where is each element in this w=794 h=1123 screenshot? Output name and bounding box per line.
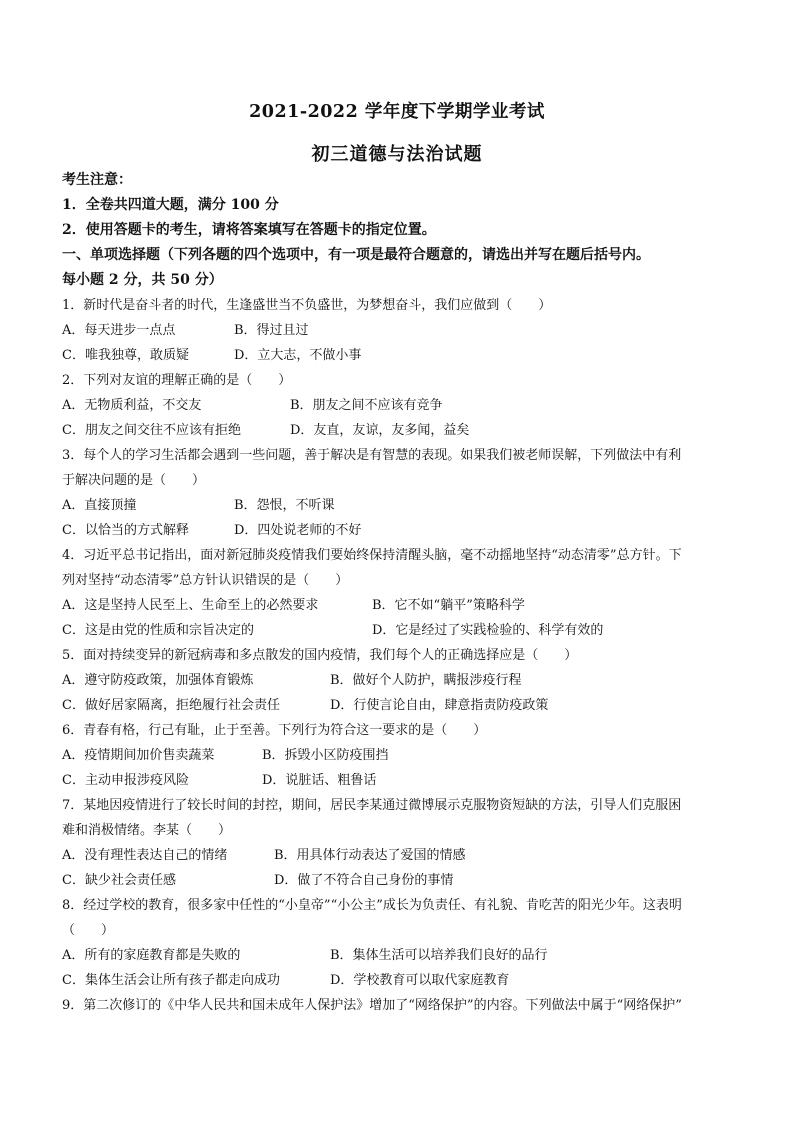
- question-7-stem-line-2: 难和消极情绪。李某（ ）: [62, 823, 232, 838]
- question-3-option-b: B．怨恨，不听课: [234, 498, 335, 513]
- section-heading-line-2: 每小题 2 分，共 50 分）: [62, 272, 223, 288]
- question-2-stem: 2．下列对友谊的理解正确的是（ ）: [62, 373, 292, 388]
- question-4-option-b: B．它不如“躺平”策略科学: [372, 598, 525, 613]
- question-2-option-a: A．无物质利益，不交友: [62, 398, 202, 413]
- exam-subtitle: 初三道德与法治试题: [311, 144, 483, 165]
- question-5-option-b: B．做好个人防护，瞒报涉疫行程: [330, 673, 522, 688]
- question-5-option-a: A．遵守防疫政策，加强体育锻炼: [62, 673, 254, 688]
- question-5-option-c: C．做好居家隔离，拒绝履行社会责任: [62, 698, 280, 713]
- question-7-option-b: B．用具体行动表达了爱国的情感: [274, 848, 466, 863]
- notice-item-2: 2．使用答题卡的考生，请将答案填写在答题卡的指定位置。: [62, 222, 436, 238]
- question-6-option-c: C．主动申报涉疫风险: [62, 773, 189, 788]
- question-7-option-d: D．做了不符合自己身份的事情: [274, 873, 454, 888]
- question-6-option-a: A．疫情期间加价售卖蔬菜: [62, 748, 215, 763]
- question-3-stem-line-1: 3．每个人的学习生活都会遇到一些问题，善于解决是有智慧的表现。如果我们被老师误解，下列做法中有利: [62, 448, 682, 463]
- question-4-stem-line-1: 4．习近平总书记指出，面对新冠肺炎疫情我们要始终保持清醒头脑，毫不动摇地坚持“动态清零”总方针。下: [62, 548, 682, 563]
- question-1-option-c: C．唯我独尊，敢质疑: [62, 348, 189, 363]
- question-8-option-c: C．集体生活会让所有孩子都走向成功: [62, 973, 280, 988]
- question-4-option-d: D．它是经过了实践检验的、科学有效的: [372, 623, 604, 638]
- question-3-option-d: D．四处说老师的不好: [234, 523, 362, 538]
- question-5-stem: 5．面对持续变异的新冠病毒和多点散发的国内疫情，我们每个人的正确选择应是（ ）: [62, 648, 578, 663]
- question-2-option-d: D．友直，友谅，友多闻，益矣: [290, 423, 470, 438]
- question-2-option-c: C．朋友之间交往不应该有拒绝: [62, 423, 241, 438]
- question-8-stem-line-1: 8．经过学校的教育，很多家中任性的“小皇帝”“小公主”成长为负责任、有礼貌、肯吃苦的阳光少年。这表明: [62, 898, 682, 913]
- question-6-option-b: B．拆毁小区防疫围挡: [262, 748, 389, 763]
- question-8-option-a: A．所有的家庭教育都是失败的: [62, 948, 241, 963]
- question-5-option-d: D．行使言论自由，肆意指责防疫政策: [330, 698, 549, 713]
- section-heading-line-1: 一、单项选择题（下列各题的四个选项中，有一项是最符合题意的，请选出并写在题后括号内。: [62, 247, 650, 263]
- question-3-stem-line-2: 于解决问题的是（ ）: [62, 473, 206, 488]
- question-4-option-c: C．这是由党的性质和宗旨决定的: [62, 623, 254, 638]
- question-4-stem-line-2: 列对坚持“动态清零”总方针认识错误的是（ ）: [62, 573, 349, 588]
- question-9-stem: 9．第二次修订的《中华人民共和国未成年人保护法》增加了“网络保护”的内容。下列做法中属于“网络保护”: [62, 998, 682, 1013]
- question-8-stem-line-2: （ ）: [62, 923, 115, 938]
- notice-heading: 考生注意：: [62, 172, 132, 188]
- notice-item-1: 1．全卷共四道大题，满分 100 分: [62, 197, 279, 213]
- question-4-option-a: A．这是坚持人民至上、生命至上的必然要求: [62, 598, 319, 613]
- question-1-option-d: D．立大志，不做小事: [234, 348, 362, 363]
- question-3-option-a: A．直接顶撞: [62, 498, 137, 513]
- exam-title: 2021-2022 学年度下学期学业考试: [249, 102, 545, 122]
- question-8-option-b: B．集体生活可以培养我们良好的品行: [330, 948, 548, 963]
- question-7-option-a: A．没有理性表达自己的情绪: [62, 848, 228, 863]
- question-1-option-a: A．每天进步一点点: [62, 323, 176, 338]
- question-6-option-d: D．说脏话、粗鲁话: [262, 773, 377, 788]
- question-6-stem: 6．青春有格，行己有耻，止于至善。下列行为符合这一要求的是（ ）: [62, 723, 487, 738]
- question-3-option-c: C．以恰当的方式解释: [62, 523, 189, 538]
- question-7-stem-line-1: 7．某地因疫情进行了较长时间的封控，期间，居民李某通过微博展示克服物资短缺的方法，引导人们克服困: [62, 798, 682, 813]
- question-1-stem: 1．新时代是奋斗者的时代，生逢盛世当不负盛世，为梦想奋斗，我们应做到（ ）: [62, 298, 552, 313]
- question-7-option-c: C．缺少社会责任感: [62, 873, 176, 888]
- question-8-option-d: D．学校教育可以取代家庭教育: [330, 973, 510, 988]
- question-2-option-b: B．朋友之间不应该有竞争: [290, 398, 443, 413]
- question-1-option-b: B．得过且过: [234, 323, 309, 338]
